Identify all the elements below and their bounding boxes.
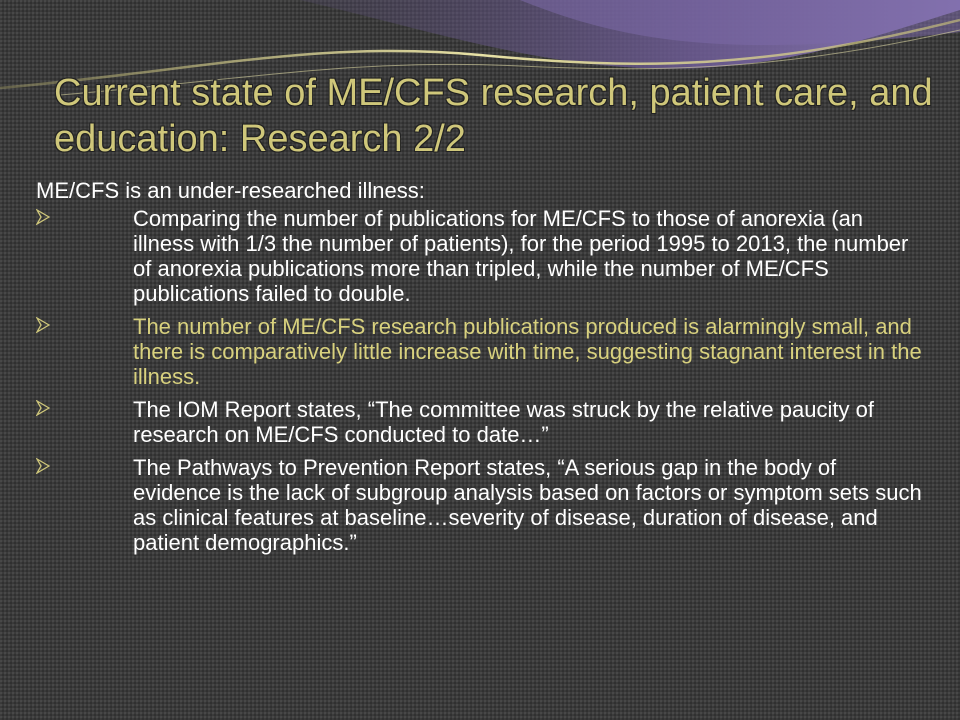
bullet-item — [36, 455, 926, 555]
bullet-item — [36, 397, 926, 447]
slide-title: Current state of ME/CFS research, patient care, and education: Research 2/2 — [54, 72, 933, 160]
arrow-bullet-icon — [36, 400, 58, 420]
bullet-item — [36, 314, 926, 389]
bullet-text: The Pathways to Prevention Report states, “A serious gap in the body of evidence is the lack of subgroup analysis based on factors or symptom sets such as clinical features at baseline…severity of disease, duration of disease, and patient demographics.” — [133, 455, 922, 555]
bullet-text: The IOM Report states, “The committee was struck by the relative paucity of research on ME/CFS conducted to date…” — [133, 397, 874, 447]
bullet-item — [36, 206, 926, 306]
arrow-bullet-icon — [36, 317, 58, 337]
bullet-text: Comparing the number of publications for ME/CFS to those of anorexia (an illness with 1/3 the number of patients), for the period 1995 to 2013, the number of anorexia publications more than tripled, while the number of ME/CFS publications failed to double. — [133, 206, 909, 306]
bullet-text: The number of ME/CFS research publications produced is alarmingly small, and there is comparatively little increase with time, suggesting stagnant interest in the illness. — [133, 314, 922, 389]
arrow-bullet-icon — [36, 458, 58, 478]
arrow-bullet-icon — [36, 209, 58, 229]
intro-text: ME/CFS is an under-researched illness: — [36, 178, 425, 203]
bullet-list — [36, 206, 926, 563]
